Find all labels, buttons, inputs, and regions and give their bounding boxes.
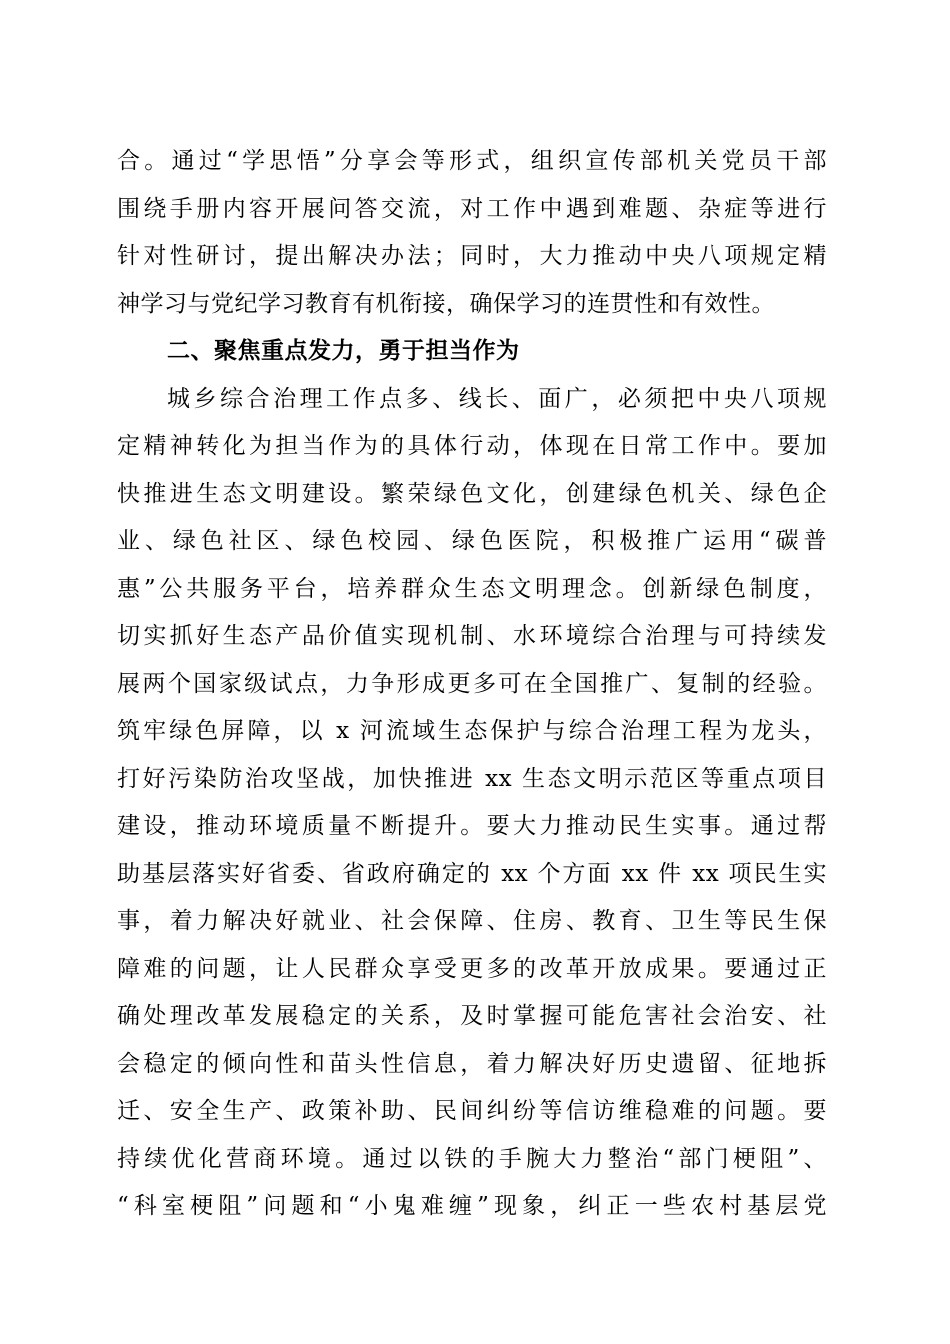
section-heading: 二、聚焦重点发力，勇于担当作为 — [167, 338, 520, 364]
body-line: 展两个国家级试点，力争形成更多可在全国推广、复制的经验。 — [117, 670, 827, 697]
body-line: “科室梗阻”问题和“小鬼难缠”现象，纠正一些农村基层党 — [117, 1193, 827, 1219]
body-line: 业、绿色社区、绿色校园、绿色医院，积极推广运用“碳普 — [117, 528, 827, 554]
body-line: 围绕手册内容开展问答交流，对工作中遇到难题、杂症等进行 — [117, 195, 827, 222]
body-line: 定精神转化为担当作为的具体行动，体现在日常工作中。要加 — [117, 433, 827, 459]
body-line: 迁、安全生产、政策补助、民间纠纷等信访维稳难的问题。要 — [117, 1098, 827, 1124]
body-line: 神学习与党纪学习教育有机衔接，确保学习的连贯性和有效性。 — [117, 290, 775, 317]
paragraph-first-line: 城乡综合治理工作点多、线长、面广，必须把中央八项规 — [167, 385, 827, 412]
body-line: 持续优化营商环境。通过以铁的手腕大力整治“部门梗阻”、 — [117, 1145, 827, 1172]
body-line: 合。通过“学思悟”分享会等形式，组织宣传部机关党员干部 — [117, 148, 827, 174]
body-line: 助基层落实好省委、省政府确定的 xx 个方面 xx 件 xx 项民生实 — [117, 860, 827, 887]
body-line: 打好污染防治攻坚战，加快推进 xx 生态文明示范区等重点项目 — [117, 765, 827, 792]
body-line: 切实抓好生态产品价值实现机制、水环境综合治理与可持续发 — [117, 623, 827, 649]
body-line: 会稳定的倾向性和苗头性信息，着力解决好历史遗留、征地拆 — [117, 1050, 827, 1077]
body-line: 惠”公共服务平台，培养群众生态文明理念。创新绿色制度， — [117, 575, 827, 602]
document-body — [117, 138, 827, 1231]
body-line: 确处理改革发展稳定的关系，及时掌握可能危害社会治安、社 — [117, 1003, 827, 1029]
body-line: 建设，推动环境质量不断提升。要大力推动民生实事。通过帮 — [117, 813, 827, 839]
body-line: 事，着力解决好就业、社会保障、住房、教育、卫生等民生保 — [117, 908, 827, 934]
body-line: 快推进生态文明建设。繁荣绿色文化，创建绿色机关、绿色企 — [117, 480, 827, 507]
body-line: 障难的问题，让人民群众享受更多的改革开放成果。要通过正 — [117, 955, 827, 982]
body-line: 筑牢绿色屏障，以 x 河流域生态保护与综合治理工程为龙头， — [117, 718, 827, 744]
body-line: 针对性研讨，提出解决办法；同时，大力推动中央八项规定精 — [117, 243, 827, 269]
